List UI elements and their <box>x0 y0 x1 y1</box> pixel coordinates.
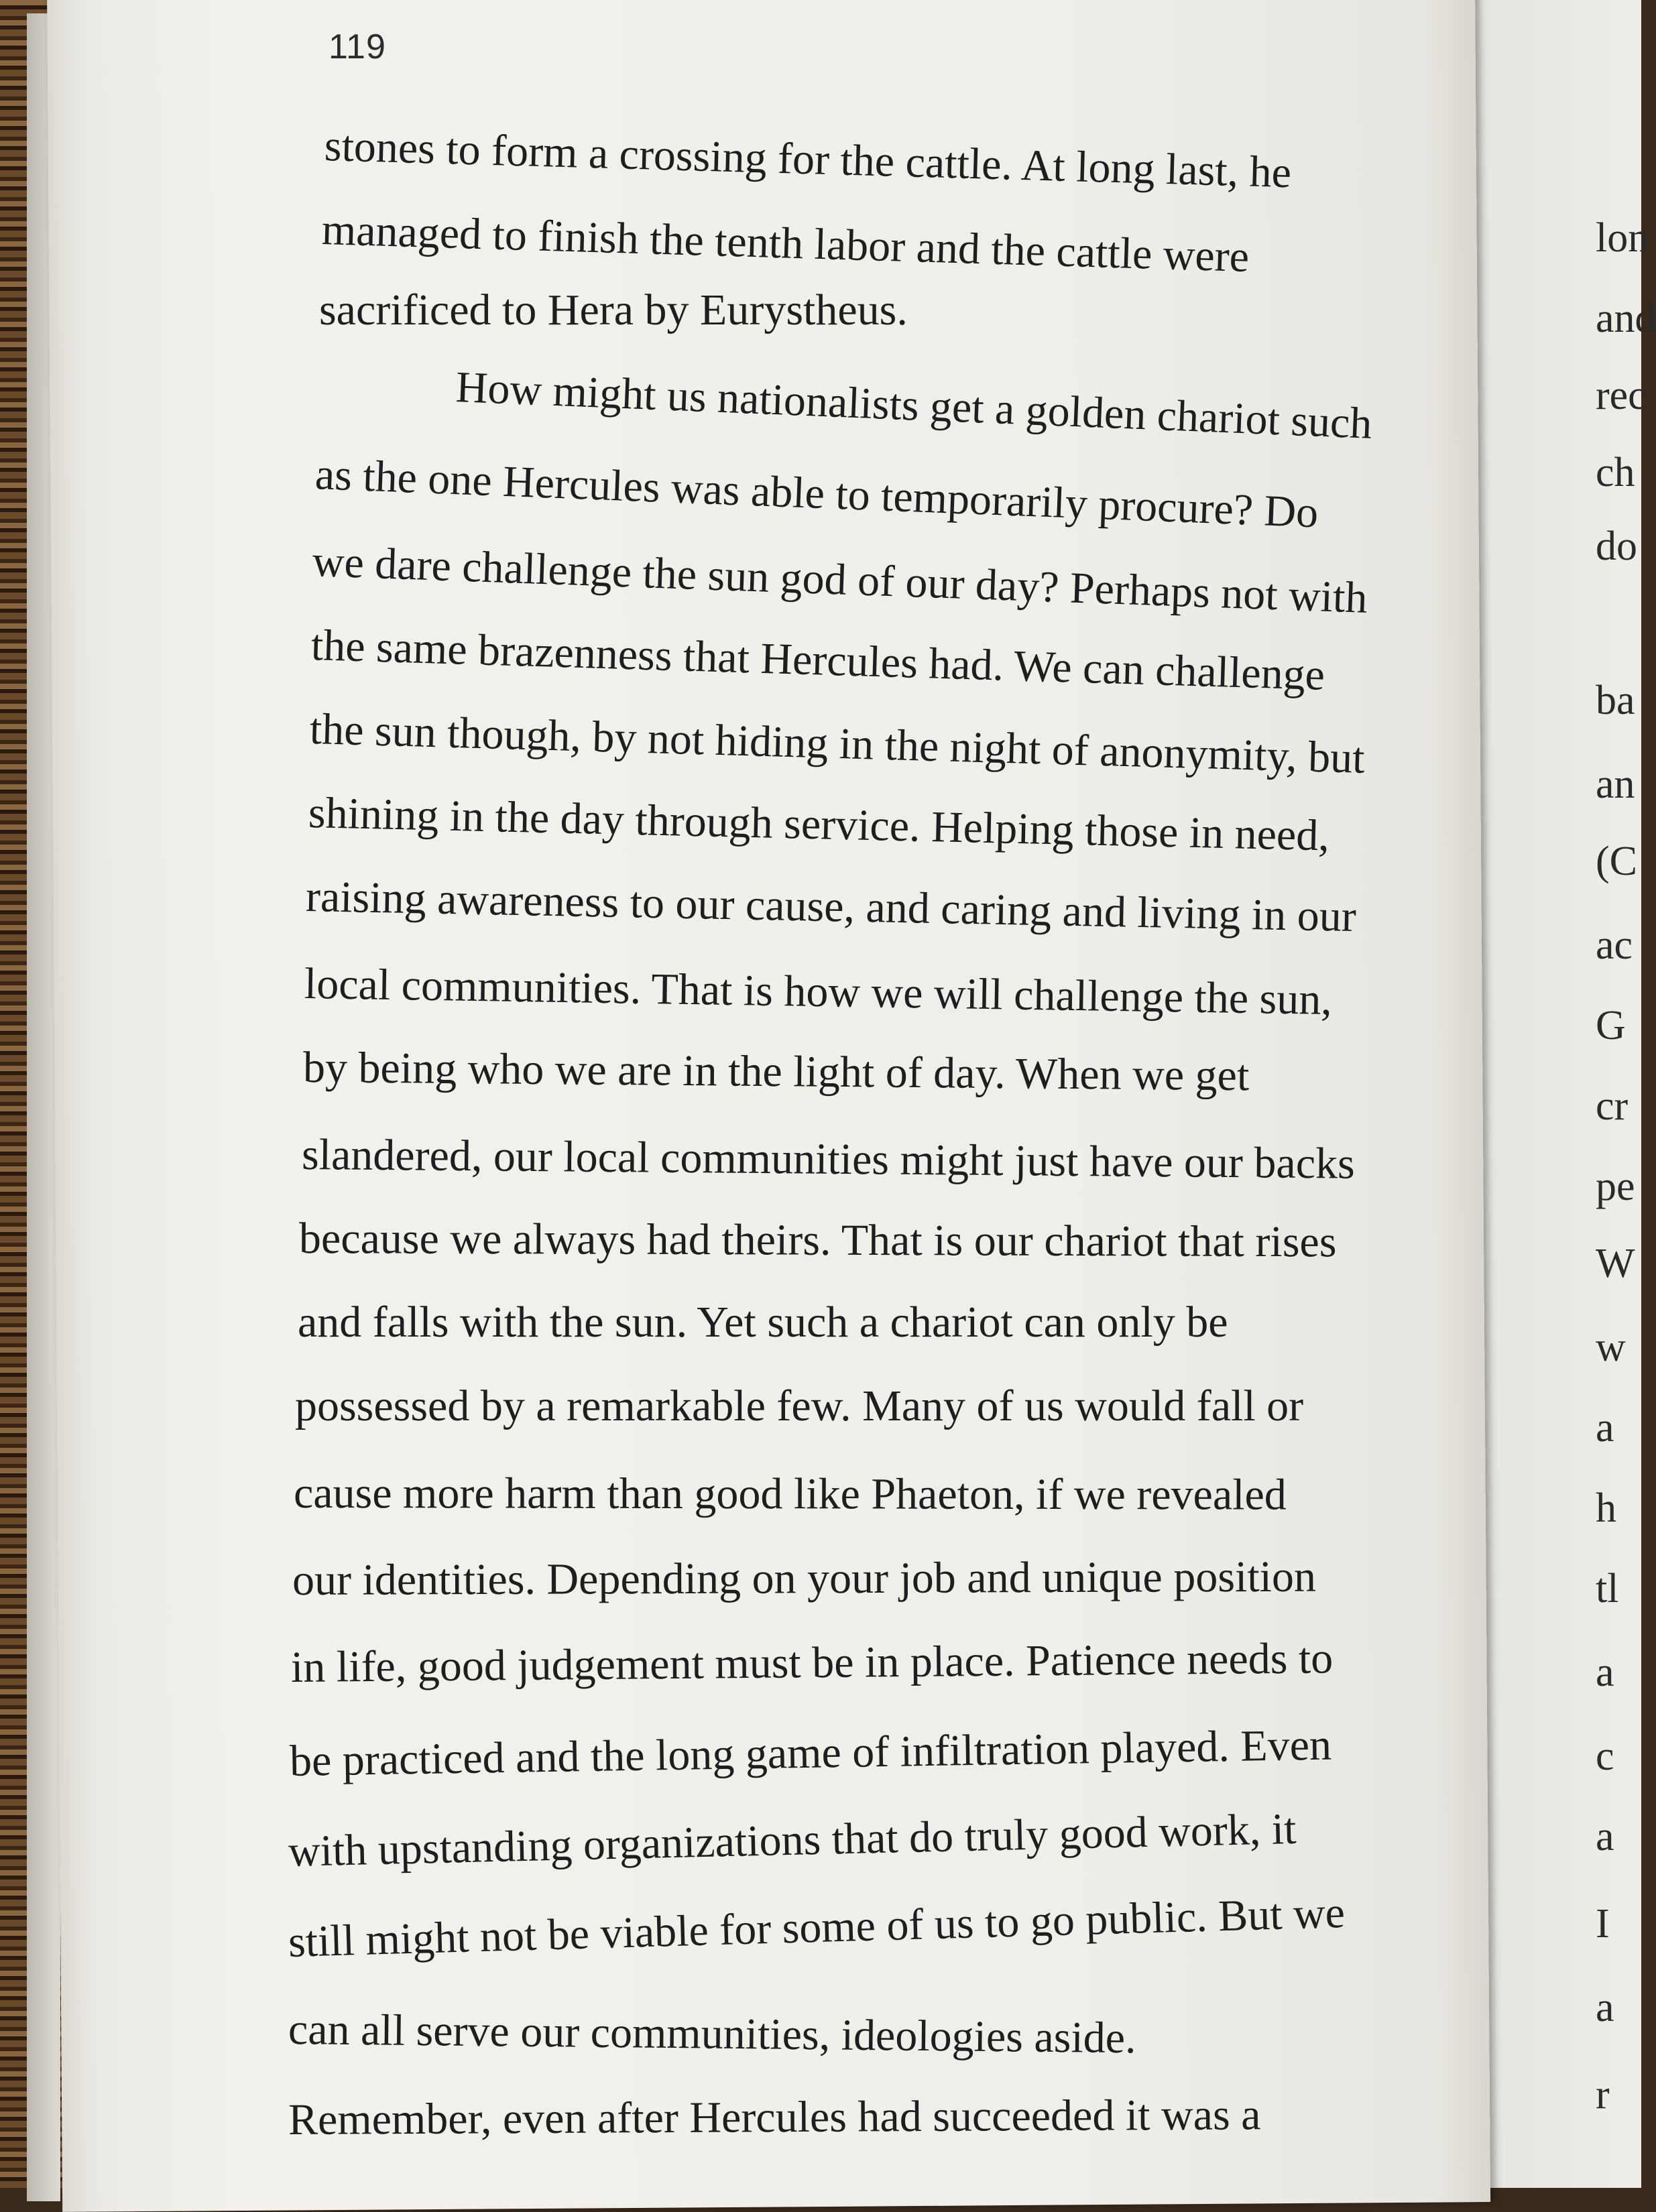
facing-fragment: w <box>1596 1325 1626 1370</box>
facing-fragment: an <box>1596 761 1635 807</box>
facing-fragment: tl <box>1596 1566 1619 1611</box>
facing-fragment: r <box>1596 2072 1610 2117</box>
facing-fragment: and <box>1596 296 1656 341</box>
facing-fragment: rec <box>1596 373 1647 418</box>
facing-fragment: I <box>1596 1901 1610 1947</box>
text-line: raising awareness to our cause, and caring and living in our <box>305 872 1357 942</box>
text-line: slandered, our local communities might just have our backs <box>301 1130 1356 1188</box>
facing-fragment: lon <box>1596 215 1649 261</box>
text-line: stones to form a crossing for the cattle. At long last, he <box>323 121 1293 198</box>
text-line: shining in the day through service. Helping those in need, <box>308 788 1330 861</box>
text-line: sacrificed to Hera by Eurystheus. <box>319 286 908 334</box>
text-line: cause more harm than good like Phaeton, if we revealed <box>293 1469 1287 1520</box>
facing-fragment: W <box>1596 1241 1635 1286</box>
text-line: the same brazenness that Hercules had. We can challenge <box>310 621 1326 700</box>
text-line: and falls with the sun. Yet such a chariot can only be <box>298 1298 1228 1347</box>
text-line: we dare challenge the sun god of our day? Perhaps not with <box>311 537 1368 623</box>
facing-fragment: a <box>1596 1650 1614 1695</box>
text-line: How might us nationalists get a golden chariot such <box>455 363 1373 448</box>
text-line: still might not be viable for some of us to go public. But we <box>287 1888 1346 1967</box>
text-line: by being who we are in the light of day. When we get <box>302 1043 1250 1101</box>
facing-fragment: G <box>1596 1003 1626 1048</box>
text-line: the sun though, by not hiding in the night of anonymity, but <box>308 704 1366 783</box>
facing-fragment: c <box>1596 1733 1614 1779</box>
facing-fragment: a <box>1596 1405 1614 1451</box>
facing-fragment: a <box>1596 1814 1614 1859</box>
facing-fragment: h <box>1596 1485 1616 1531</box>
text-line: because we always had theirs. That is our chariot that rises <box>298 1214 1337 1267</box>
facing-fragment: cr <box>1596 1083 1629 1129</box>
text-line: be practiced and the long game of infiltration played. Even <box>289 1720 1332 1786</box>
text-line: as the one Hercules was able to temporarily procure? Do <box>314 450 1319 538</box>
text-line: in life, good judgement must be in place. Patience needs to <box>290 1634 1334 1692</box>
facing-fragment: ac <box>1596 922 1633 968</box>
facing-fragment: a <box>1596 1985 1614 2030</box>
facing-fragment: ba <box>1596 678 1635 723</box>
text-line: with upstanding organizations that do truly good work, it <box>288 1804 1297 1876</box>
facing-fragment: ch <box>1596 450 1635 495</box>
facing-fragment: do <box>1596 524 1637 569</box>
text-line: can all serve our communities, ideologies aside. <box>288 2005 1136 2063</box>
text-line: local communities. That is how we will challenge the sun, <box>304 959 1333 1025</box>
page-number: 119 <box>329 27 386 66</box>
text-line: managed to finish the tenth labor and the cattle were <box>320 205 1250 282</box>
text-line: our identities. Depending on your job and unique position <box>292 1552 1317 1605</box>
facing-fragment: (C <box>1596 839 1637 884</box>
text-line: possessed by a remarkable few. Many of us would fall or <box>295 1381 1304 1430</box>
text-line: Remember, even after Hercules had succeeded it was a <box>288 2090 1261 2144</box>
facing-fragment: pe <box>1596 1164 1635 1209</box>
